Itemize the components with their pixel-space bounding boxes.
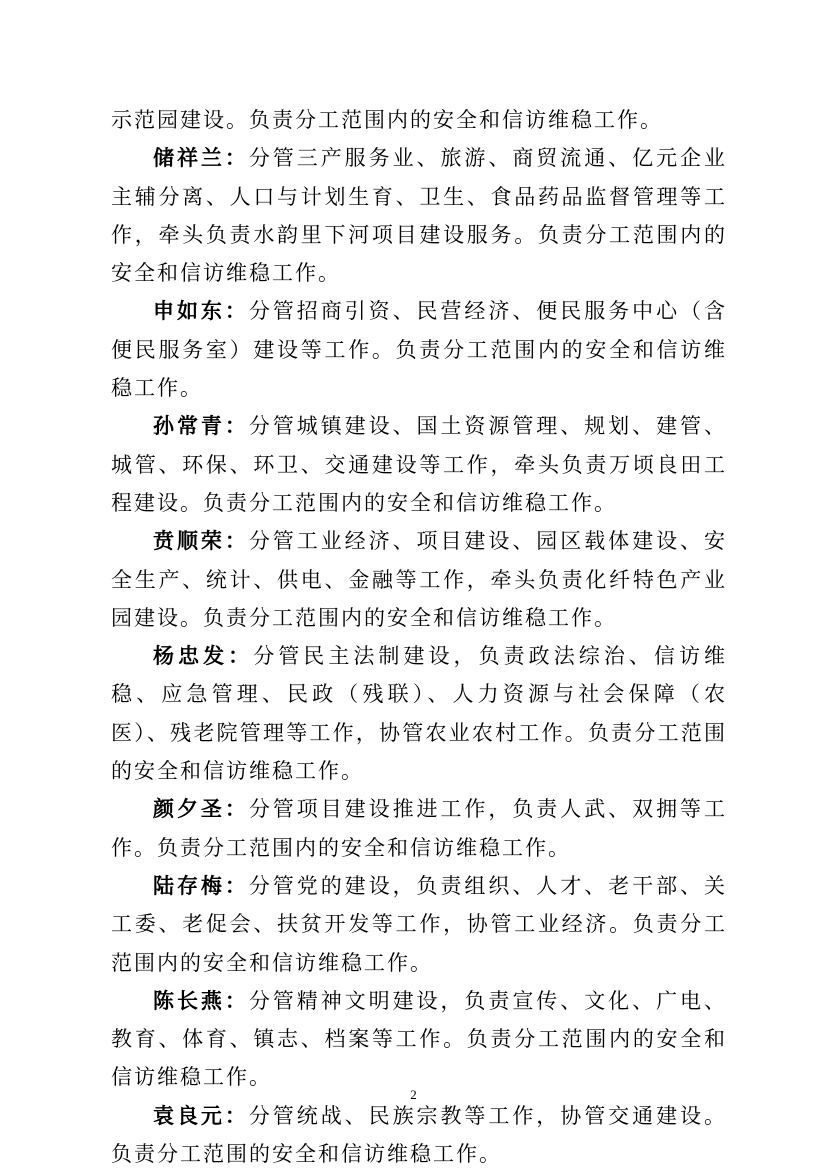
page-number: 2	[410, 1087, 417, 1102]
duty-text: 分管三产服务业、旅游、商贸流通、亿元企业主辅分离、人口与计划生育、卫生、食品药品监督管理等工作，牵头负责水韵里下河项目建设服务。负责分工范围内的安全和信访维稳工作。	[111, 146, 728, 286]
duty-text: 分管工业经济、项目建设、园区载体建设、安全生产、统计、供电、金融等工作，牵头负责化纤特色产业园建设。负责分工范围内的安全和信访维稳工作。	[111, 529, 728, 630]
official-name: 袁良元：	[153, 1103, 249, 1128]
duty-text: 分管统战、民族宗教等工作，协管交通建设。负责分工范围的安全和信访维稳工作。	[111, 1103, 728, 1167]
official-name: 杨忠发：	[153, 644, 254, 669]
official-name: 陆存梅：	[153, 873, 249, 898]
duty-paragraph	[111, 292, 727, 407]
official-name: 孙常青：	[153, 414, 249, 439]
official-name: 贲顺荣：	[153, 529, 249, 554]
duty-text: 分管项目建设推进工作，负责人武、双拥等工作。负责分工范围内的安全和信访维稳工作。	[111, 797, 728, 860]
duty-paragraph	[111, 1097, 727, 1173]
official-name: 申如东：	[153, 299, 249, 324]
continuation-paragraph: 示范园建设。负责分工范围内的安全和信访维稳工作。	[111, 108, 663, 132]
duty-text: 分管招商引资、民营经济、便民服务中心（含便民服务室）建设等工作。负责分工范围内的安全和信访维稳工作。	[111, 299, 728, 401]
duty-text: 分管城镇建设、国土资源管理、规划、建管、城管、环保、环卫、交通建设等工作，牵头负责万顷良田工程建设。负责分工范围内的安全和信访维稳工作。	[111, 414, 728, 515]
official-name: 储祥兰：	[153, 146, 249, 171]
duty-paragraph	[111, 637, 727, 790]
duty-paragraph	[111, 407, 727, 522]
duty-text: 分管民主法制建设，负责政法综治、信访维稳、应急管理、民政（残联）、人力资源与社会保障（农医）、残老院管理等工作，协管农业农村工作。负责分工范围的安全和信访维稳工作。	[111, 644, 728, 784]
duty-paragraph	[111, 790, 727, 867]
duty-paragraph	[111, 867, 727, 982]
duty-text: 分管精神文明建设，负责宣传、文化、广电、教育、体育、镇志、档案等工作。负责分工范围内的安全和信访维稳工作。	[111, 988, 728, 1090]
duty-paragraph	[111, 139, 727, 292]
duty-paragraph	[111, 982, 727, 1097]
official-name: 陈长燕：	[153, 988, 249, 1013]
document-body	[111, 101, 727, 1173]
duty-text: 分管党的建设，负责组织、人才、老干部、关工委、老促会、扶贫开发等工作，协管工业经济。负责分工范围内的安全和信访维稳工作。	[111, 873, 728, 975]
official-name: 颜夕圣：	[153, 797, 249, 822]
duty-paragraph	[111, 522, 727, 637]
